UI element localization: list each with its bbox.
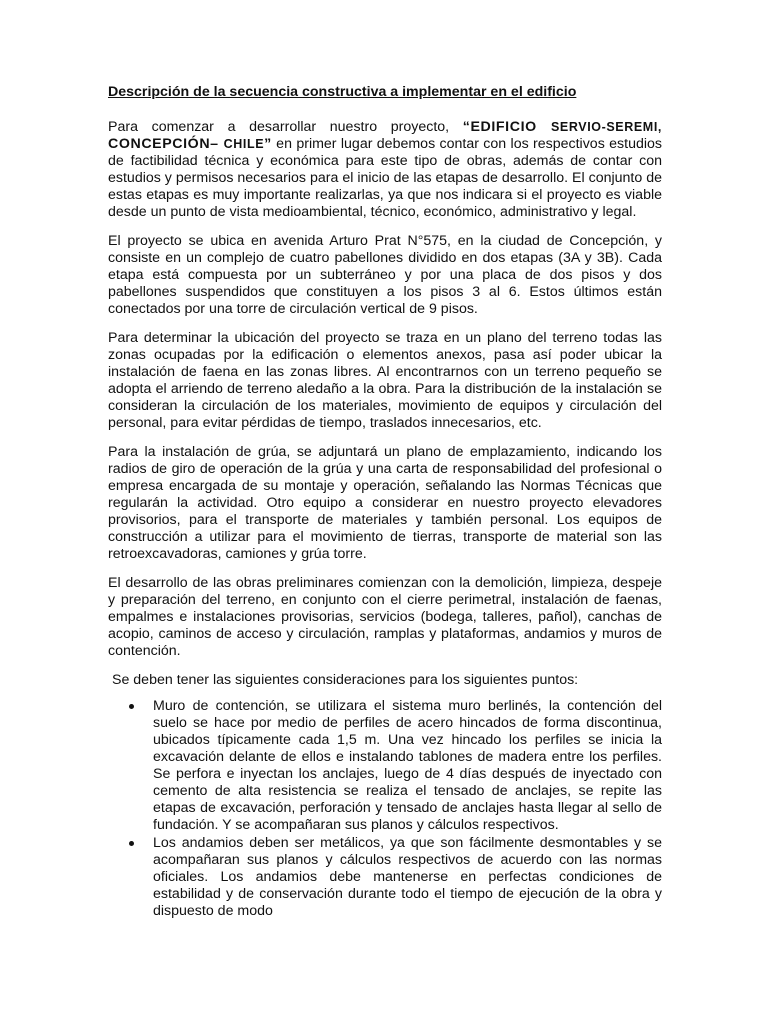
- project-name-city: CONCEPCIÓN–: [108, 136, 224, 152]
- paragraph-1-lead: Para comenzar a desarrollar nuestro proyecto,: [108, 119, 463, 135]
- considerations-list: [108, 698, 662, 920]
- project-name-open: “EDIFICIO: [462, 119, 551, 135]
- paragraph-1-rest: en primer lugar debemos contar con los respectivos estudios de factibilidad técnica y económica para este tipo de obras, además de contar con estudios y permisos necesarios para el inicio de las etapas de desarrollo. El conjunto de estas etapas es muy importante realizarlas, ya que nos indicara si el proyecto es viable desde un punto de vista medioambiental, técnico, económico, administrativo y legal.: [108, 136, 662, 220]
- project-name-country: CHILE: [223, 137, 265, 151]
- paragraph-site-layout: Para determinar la ubicación del proyecto se traza en un plano del terreno todas las zonas ocupadas por la edificación o elementos anexos, pasa así poder ubicar la instalación de faena en las zonas libres. Al encontrarnos con un terreno pequeño se adopta el arriendo de terreno aledaño a la obra. Para la distribución de la instalación se consideran la circulación de los materiales, movimiento de equipos y circulación del personal, para evitar pérdidas de tiempo, traslados innecesarios, etc.: [108, 330, 662, 431]
- bullet-icon: [129, 841, 134, 846]
- paragraph-preliminary-works: El desarrollo de las obras preliminares comienzan con la demolición, limpieza, despeje y preparación del terreno, en conjunto con el cierre perimetral, instalación de faenas, empalmes e instalaciones provisorias, servicios (bodega, talleres, pañol), canchas de acopio, caminos de acceso y circulación, ramplas y plataformas, andamios y muros de contención.: [108, 575, 662, 659]
- project-name-close: ”: [264, 136, 272, 152]
- project-name-servio: SERVIO-SEREMI,: [551, 120, 662, 134]
- paragraph-location: El proyecto se ubica en avenida Arturo Prat N°575, en la ciudad de Concepción, y consiste en un complejo de cuatro pabellones dividido en dos etapas (3A y 3B). Cada etapa está compuesta por un subterráneo y por una placa de dos pisos y dos pabellones suspendidos que constituyen a los pisos 3 al 6. Estos últimos están conectados por una torre de circulación vertical de 9 pisos.: [108, 233, 662, 317]
- list-item-scaffolding: [108, 835, 662, 920]
- document-title: Descripción de la secuencia constructiva a implementar en el edificio: [108, 84, 577, 100]
- paragraph-crane: Para la instalación de grúa, se adjuntará un plano de emplazamiento, indicando los radios de giro de operación de la grúa y una carta de responsabilidad del profesional o empresa encargada de su montaje y operación, señalando las Normas Técnicas que regularán la actividad. Otro equipo a considerar en nuestro proyecto elevadores provisorios, para el transporte de materiales y también personal. Los equipos de construcción a utilizar para el movimiento de tierras, transporte de material son las retroexcavadoras, camiones y grúa torre.: [108, 444, 662, 562]
- bullet-icon: [129, 704, 134, 709]
- considerations-intro: Se deben tener las siguientes consideraciones para los siguientes puntos:: [112, 672, 579, 688]
- paragraph-intro-project: [108, 119, 662, 221]
- list-item-text: Muro de contención, se utilizara el sistema muro berlinés, la contención del suelo se hace por medio de perfiles de acero hincados de forma discontinua, ubicados típicamente cada 1,5 m. Una vez hincado los perfiles se inicia la excavación delante de ellos e instalando tablones de madera entre los perfiles. Se perfora e inyectan los anclajes, luego de 4 días después de inyectado con cemento de alta resistencia se realiza el tensado de anclajes, se repite las etapas de excavación, perforación y tensado de anclajes hasta llegar al sello de fundación. Y se acompañaran sus planos y cálculos respectivos.: [153, 698, 662, 833]
- list-item-text: Los andamios deben ser metálicos, ya que son fácilmente desmontables y se acompañaran sus planos y cálculos respectivos de acuerdo con las normas oficiales. Los andamios debe mantenerse en perfectas condiciones de estabilidad y de conservación durante todo el tiempo de ejecución de la obra y dispuesto de modo: [153, 835, 662, 919]
- document-body: [108, 84, 662, 921]
- list-item-retaining-wall: [108, 698, 662, 834]
